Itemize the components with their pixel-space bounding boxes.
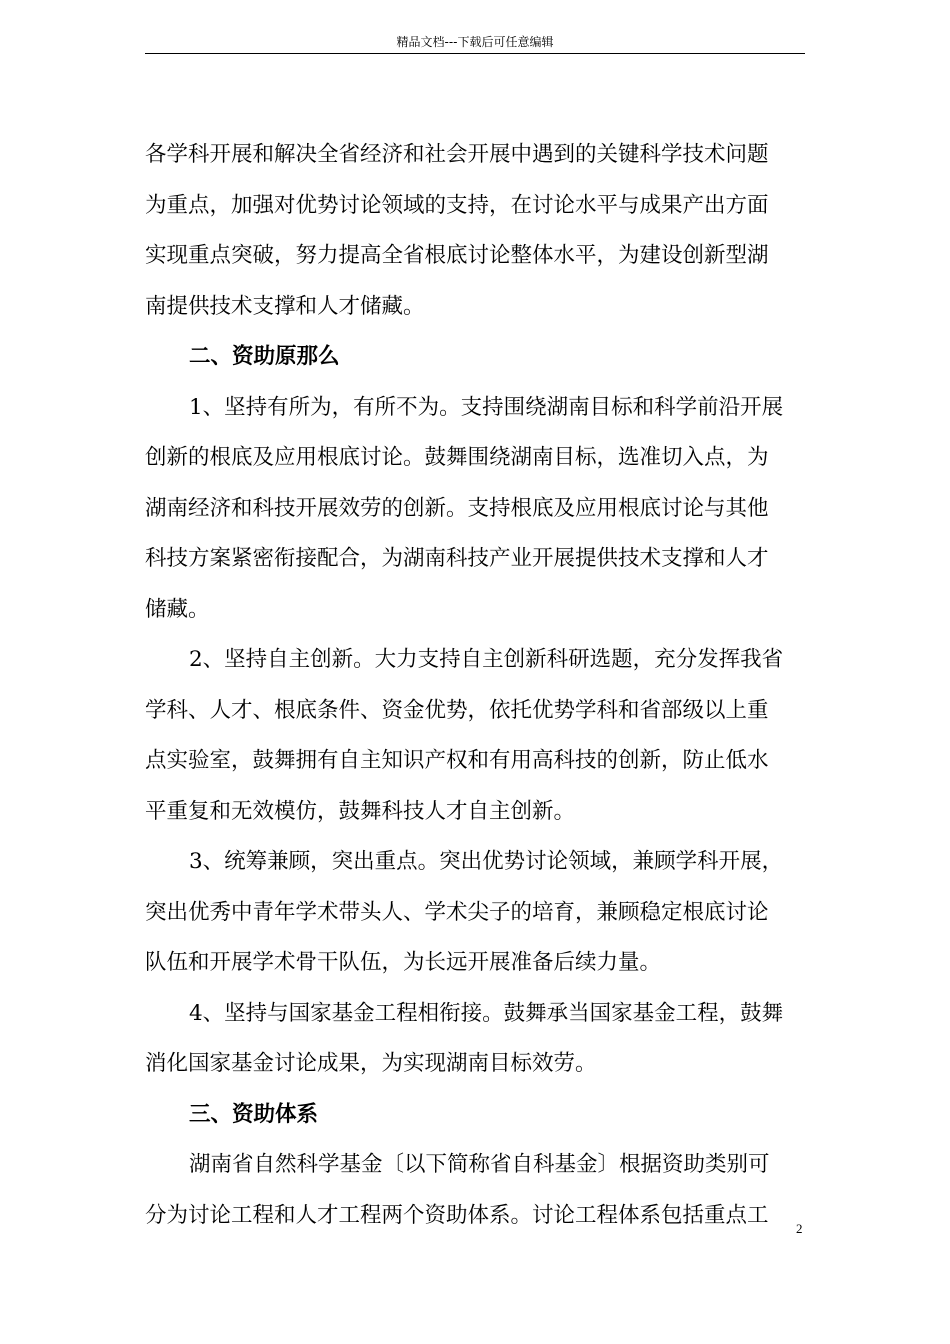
paragraph-line: 实现重点突破，努力提高全省根底讨论整体水平，为建设创新型湖 <box>145 243 769 268</box>
paragraph-line: 湖南省自然科学基金〔以下简称省自科基金〕根据资助类别可 <box>189 1152 770 1177</box>
paragraph-line: 队伍和开展学术骨干队伍，为长远开展准备后续力量。 <box>145 950 662 975</box>
paragraph-line: 1、坚持有所为，有所不为。支持围绕湖南目标和科学前沿开展 <box>189 394 784 420</box>
paragraph-line: 点实验室，鼓舞拥有自主知识产权和有用高科技的创新，防止低水 <box>145 748 769 773</box>
paragraph-line: 平重复和无效模仿，鼓舞科技人才自主创新。 <box>145 798 576 824</box>
paragraph-line: 3、统筹兼顾，突出重点。突出优势讨论领域，兼顾学科开展， <box>189 849 784 874</box>
paragraph-line: 消化国家基金讨论成果，为实现湖南目标效劳。 <box>145 1051 597 1076</box>
paragraph-line: 科技方案紧密衔接配合，为湖南科技产业开展提供技术支撑和人才 <box>145 546 769 571</box>
header-rule <box>145 53 805 54</box>
section-heading: 二、资助原那么 <box>189 344 340 369</box>
document-body <box>145 130 805 1241</box>
paragraph-line: 分为讨论工程和人才工程两个资助体系。讨论工程体系包括重点工 <box>145 1202 769 1228</box>
paragraph-line: 2、坚持自主创新。大力支持自主创新科研选题，充分发挥我省 <box>189 647 784 672</box>
paragraph-line: 各学科开展和解决全省经济和社会开展中遇到的关键科学技术问题 <box>145 142 769 167</box>
paragraph-line: 创新的根底及应用根底讨论。鼓舞围绕湖南目标，选准切入点，为 <box>145 445 769 470</box>
paragraph-line: 突出优秀中青年学术带头人、学术尖子的培育，兼顾稳定根底讨论 <box>145 899 769 925</box>
paragraph-line: 湖南经济和科技开展效劳的创新。支持根底及应用根底讨论与其他 <box>145 495 769 521</box>
paragraph-line: 储藏。 <box>145 596 210 622</box>
paragraph-line: 学科、人才、根底条件、资金优势，依托优势学科和省部级以上重 <box>145 697 769 723</box>
paragraph-line: 南提供技术支撑和人才储藏。 <box>145 293 425 319</box>
page-number: 2 <box>796 1221 803 1236</box>
section-heading: 三、资助体系 <box>189 1101 319 1127</box>
paragraph-line: 为重点，加强对优势讨论领域的支持，在讨论水平与成果产出方面 <box>145 192 769 218</box>
page-header: 精品文档---下载后可任意编辑 <box>396 35 554 49</box>
paragraph-line: 4、坚持与国家基金工程相衔接。鼓舞承当国家基金工程，鼓舞 <box>189 1000 784 1026</box>
